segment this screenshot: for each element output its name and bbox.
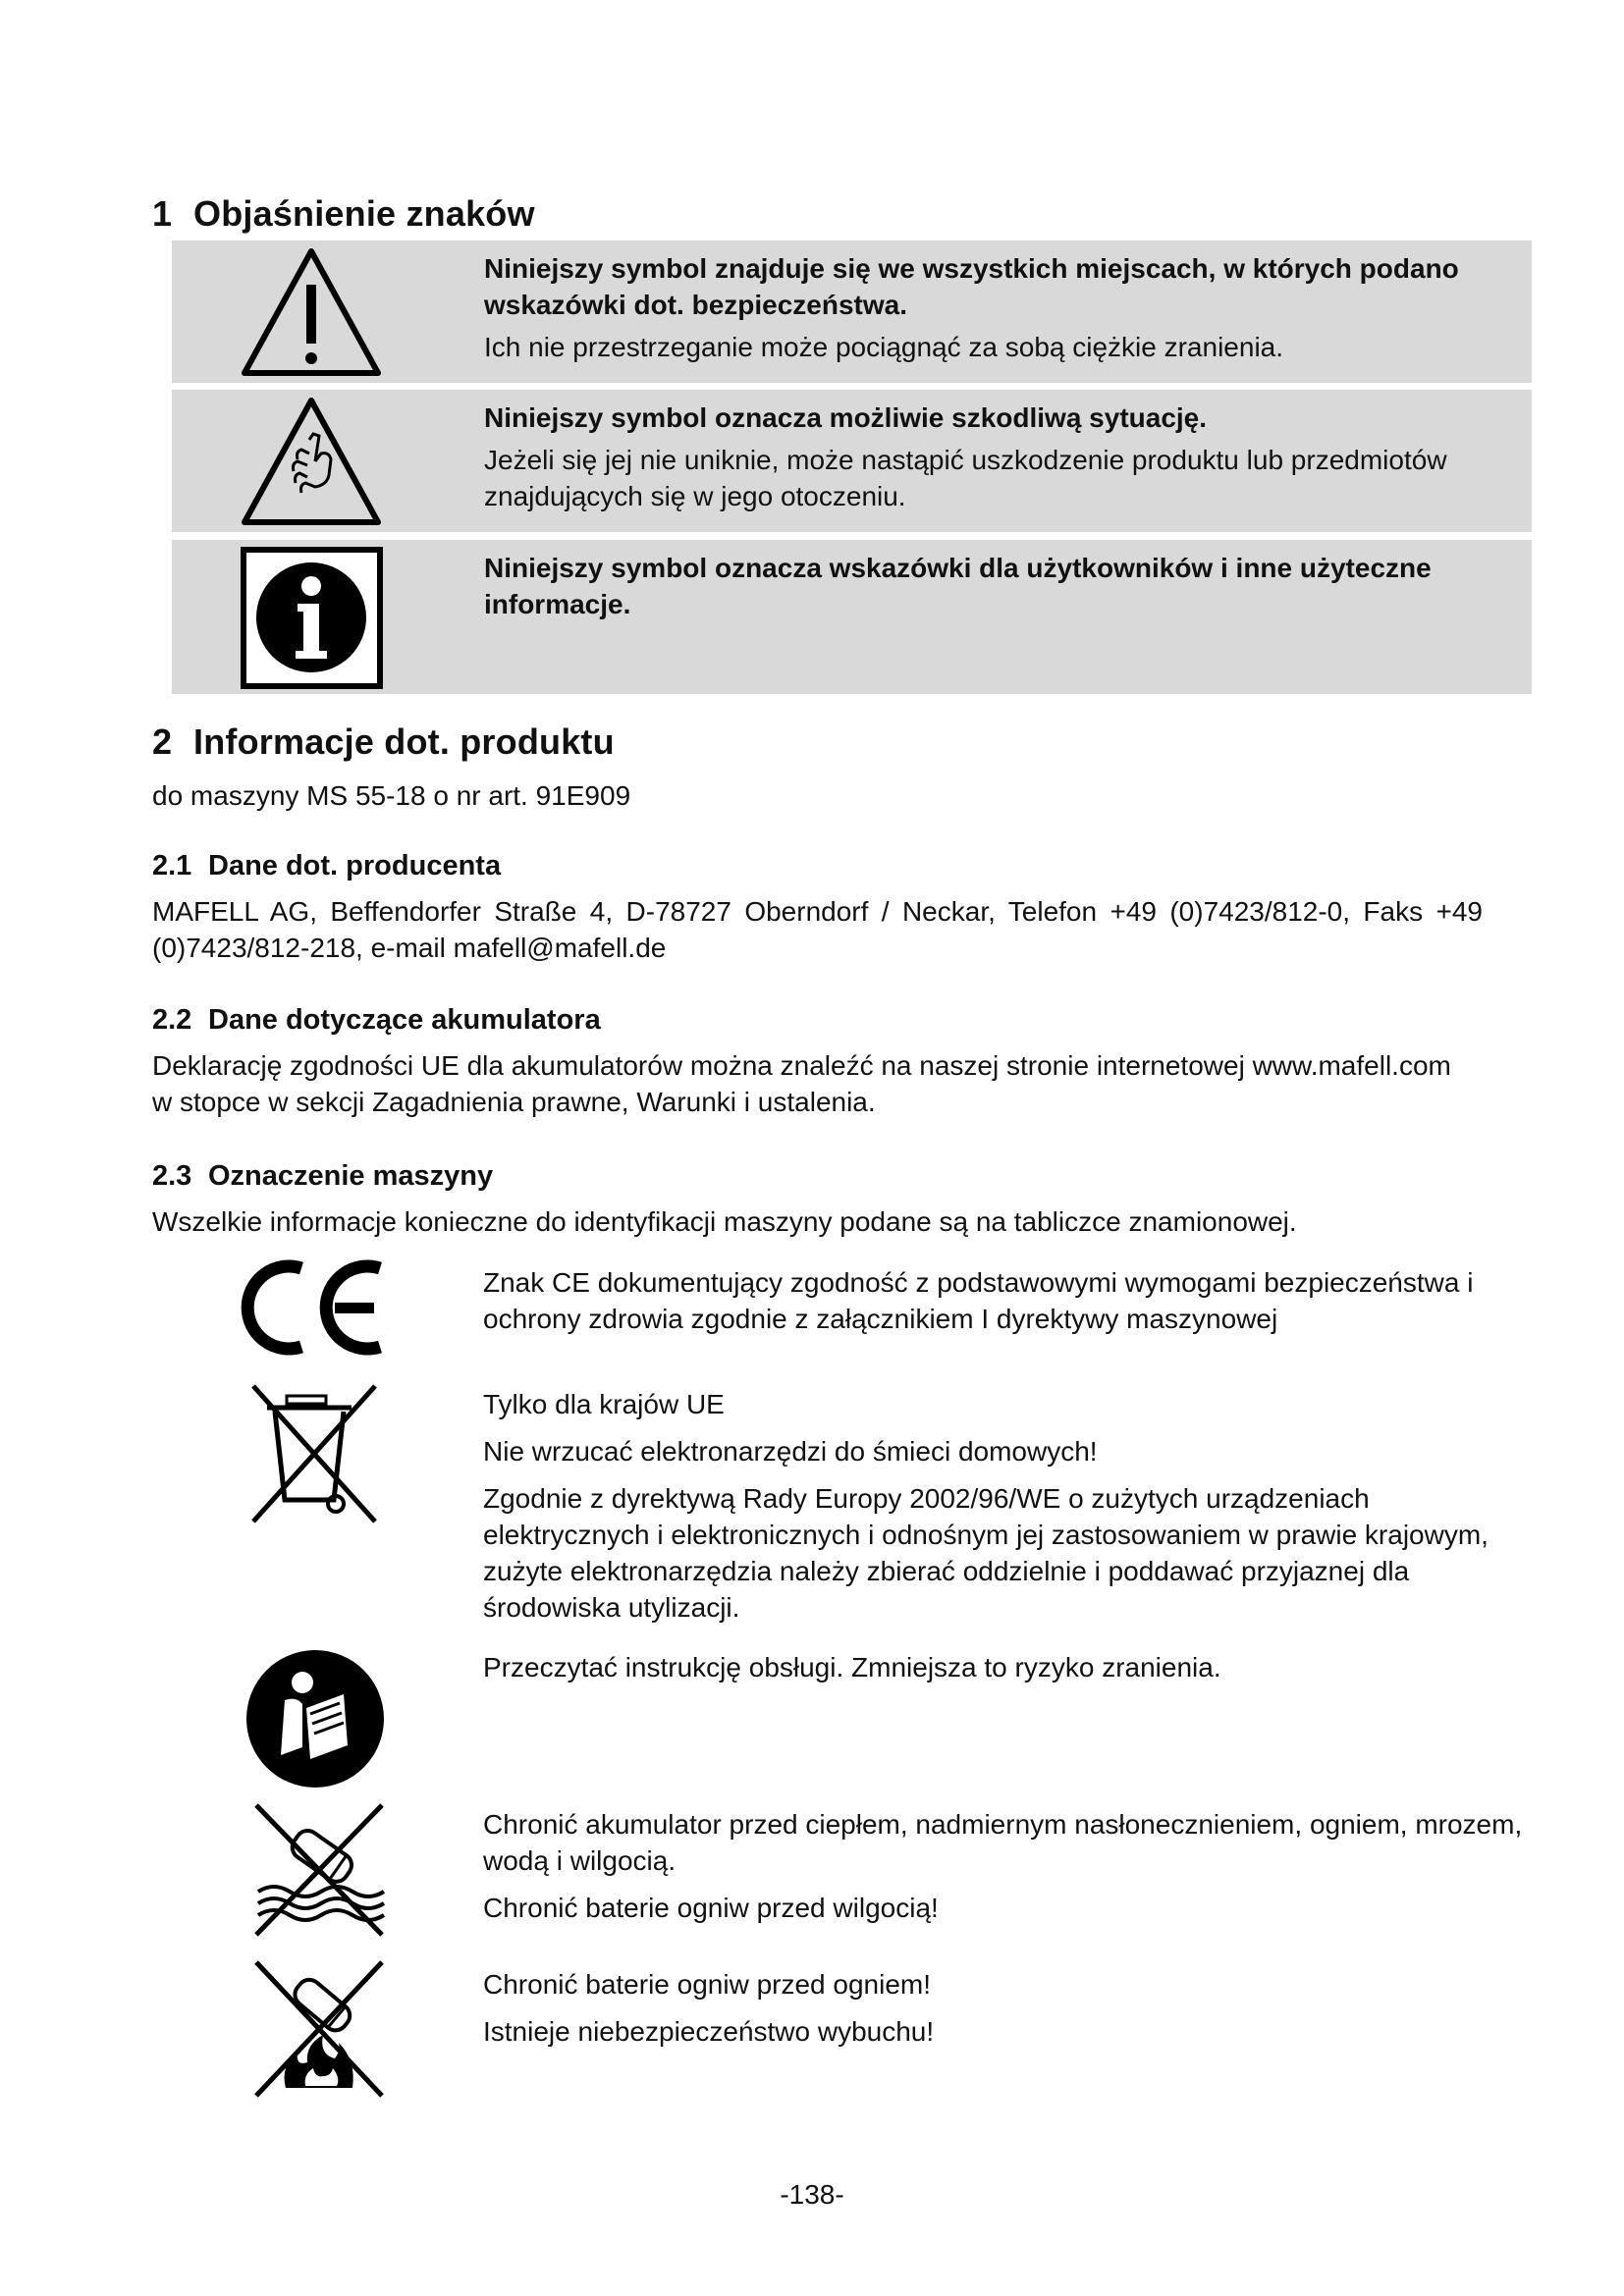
symbol-line: Istnieje niebezpieczeństwo wybuchu!: [483, 2016, 935, 2047]
subsection-title: Dane dotyczące akumulatora: [208, 1004, 601, 1036]
row-text: [484, 400, 1505, 514]
symbol-line: Chronić akumulator przed ciepłem, nadmiernym nasłonecznieniem, ogniem, mrozem, wodą i wilgocią.: [483, 1809, 1523, 1876]
subsection-number: 2.1: [152, 850, 192, 881]
symbol-row-info: [172, 540, 1532, 694]
info-icon: [241, 547, 383, 689]
product-intro: do maszyny MS 55-18 o nr art. 91E909: [152, 780, 631, 811]
manufacturer-text: MAFELL AG, Beffendorfer Straße 4, D-78727 Oberndorf / Neckar, Telefon +49 (0)7423/812-0, Faks +49 (0)7423/812-218, e-mail mafell@mafell.de: [152, 896, 1483, 963]
row-bold-text: Niniejszy symbol oznacza wskazówki dla użytkowników i inne użyteczne informacje.: [484, 553, 1432, 619]
subsection-title: Oznaczenie maszyny: [208, 1160, 494, 1192]
caution-hand-triangle-icon: [241, 393, 383, 530]
symbol-text-weee: [483, 1386, 1534, 1636]
symbol-text-moisture: [483, 1806, 1534, 1937]
row-normal-text: Jeżeli się jej nie uniknie, może nastąpić uszkodzenie produktu lub przedmiotów znajdujących się w jego otoczeniu.: [484, 445, 1447, 511]
no-water-battery-icon: [250, 1801, 388, 1939]
subsection-2-2-heading: [152, 1004, 601, 1037]
no-fire-battery-icon: [250, 1958, 388, 2101]
symbol-line: Chronić baterie ogniw przed wilgocią!: [483, 1893, 939, 1923]
symbol-line: Przeczytać instrukcję obsługi. Zmniejsza to ryzyko zranienia.: [483, 1652, 1221, 1682]
page-number: -138-: [780, 2179, 844, 2210]
symbol-line: Chronić baterie ogniw przed ogniem!: [483, 1969, 932, 2000]
symbol-row-warning: [172, 240, 1532, 383]
machine-marking-text: Wszelkie informacje konieczne do identyfikacji maszyny podane są na tabliczce znamionowej.: [152, 1206, 1297, 1237]
row-normal-text: Ich nie przestrzeganie może pociągnąć za sobą ciężkie zranienia.: [484, 332, 1284, 362]
row-text: [484, 250, 1505, 365]
crossed-bin-icon: [245, 1384, 383, 1526]
symbol-row-caution: [172, 390, 1532, 532]
battery-text: Deklarację zgodności UE dla akumulatorów można znaleźć na naszej stronie internetowej www.mafell.com w stopce w sekcji Zagadnienia prawne, Warunki i ustalenia.: [152, 1050, 1451, 1117]
section-1-heading: [152, 193, 535, 235]
read-manual-icon: [245, 1649, 385, 1789]
section-title: Objaśnienie znaków: [193, 193, 535, 234]
symbol-line: Tylko dla krajów UE: [483, 1389, 725, 1419]
section-title: Informacje dot. produktu: [193, 721, 615, 762]
row-text: [484, 550, 1505, 622]
symbol-line: Zgodnie z dyrektywą Rady Europy 2002/96/WE o zużytych urządzeniach elektrycznych i elektronicznych i odnośnym jej zastosowaniem w prawie krajowym, zużyte elektronarzędzia należy zbierać oddzielnie i poddawać przyjaznej dla środowiska utylizacji.: [483, 1483, 1489, 1623]
subsection-number: 2.2: [152, 1004, 192, 1036]
subsection-2-1-heading: [152, 850, 501, 882]
ce-mark-icon: [241, 1258, 388, 1357]
warning-triangle-icon: [241, 243, 383, 381]
subsection-2-3-heading: [152, 1160, 493, 1193]
row-bold-text: Niniejszy symbol oznacza możliwie szkodliwą sytuację.: [484, 402, 1208, 433]
section-number: 1: [152, 193, 173, 234]
symbol-line: Znak CE dokumentujący zgodność z podstawowymi wymogami bezpieczeństwa i ochrony zdrowia zgodnie z załącznikiem I dyrektywy maszynowej: [483, 1267, 1474, 1334]
symbol-text-fire: [483, 1966, 1534, 2060]
symbol-text-manual: [483, 1649, 1534, 1696]
symbol-line: Nie wrzucać elektronarzędzi do śmieci domowych!: [483, 1436, 1098, 1467]
section-number: 2: [152, 721, 173, 762]
subsection-title: Dane dot. producenta: [208, 850, 502, 881]
symbol-text-ce: [483, 1264, 1534, 1348]
subsection-number: 2.3: [152, 1160, 192, 1192]
section-2-heading: [152, 721, 615, 763]
row-bold-text: Niniejszy symbol znajduje się we wszystkich miejscach, w których podano wskazówki dot. bezpieczeństwa.: [484, 253, 1459, 320]
